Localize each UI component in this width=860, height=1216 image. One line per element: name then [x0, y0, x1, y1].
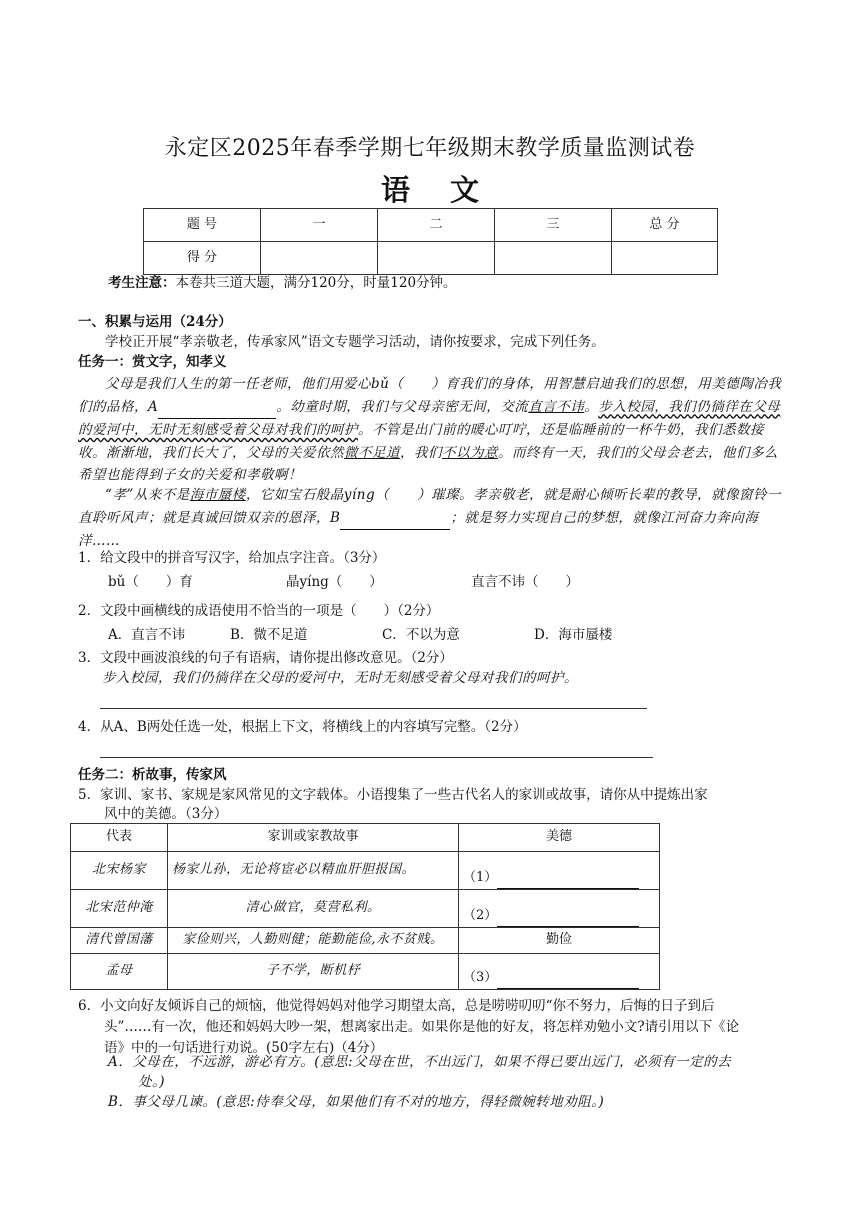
table5-who: 北宋杨家 [71, 852, 168, 890]
family-virtue-table [70, 823, 660, 990]
question-2: 2．文段中画横线的成语使用不恰当的一项是（ ）（2分） [78, 603, 440, 619]
idiom-buyiweiyi: 不以为意 [442, 444, 498, 461]
notice-label: 考生注意： [108, 275, 176, 291]
q6-option-a-line1: A．父母在，不远游，游必有方。(意思:父母在世，不出远门，如果不得已要出远门，必须有一定的去 [108, 1054, 732, 1070]
table5-story: 子不学，断机杼 [168, 954, 459, 990]
q2-options [108, 625, 708, 646]
table5-header: 美德 [459, 824, 660, 852]
table5-story: 清心做官，莫营私利。 [168, 890, 459, 928]
table-row [71, 954, 660, 990]
passage2-text: ；就是努力实现自己的梦想，就像江河奋力奔向海洋…… [78, 509, 759, 549]
exam-title: 永定区2025年春季学期七年级期末教学质量监测试卷 [164, 136, 696, 161]
q3-sentence: 步入校园，我们仍徜徉在父母的爱河中，无时无刻感受着父母对我们的呵护。 [102, 670, 578, 686]
score-header-cell: 二 [378, 209, 495, 242]
table5-header-row [71, 824, 660, 852]
table-row [71, 890, 660, 928]
passage1-text: 。幼童时期，我们与父母亲密无间，交流 [276, 398, 529, 415]
table5-virtue-label: （1） [463, 869, 498, 885]
score-table-header-row [144, 209, 718, 242]
virtue-answer-3[interactable] [497, 968, 639, 989]
score-header-cell: 一 [261, 209, 378, 242]
task1-heading: 任务一：赏文字，知孝义 [78, 354, 227, 370]
q1-item[interactable]: 晶yíng（ ） [286, 574, 383, 590]
question-4: 4．从A、B两处任选一处，根据上下文，将横线上的内容填写完整。（2分） [78, 719, 527, 735]
virtue-answer-2[interactable] [497, 906, 639, 927]
virtue-answer-1[interactable] [497, 868, 639, 889]
score-cell[interactable] [378, 242, 495, 275]
q1-item[interactable]: bǔ（ ）育 [108, 574, 193, 590]
q6-option-b: B．事父母几谏。(意思:侍奉父母，如果他们有不对的地方，得轻微婉转地劝阻。) [108, 1094, 605, 1110]
passage2-text: ，它如宝石般晶yíng（ ）璀璨。孝亲敬老，就是耐心倾听长辈的教导，就像窗铃一直聆听风声；就是真诚回馈双亲的恩泽，B [78, 487, 782, 526]
table5-virtue-label: （3） [463, 969, 498, 985]
exam-notice [108, 273, 788, 294]
table5-story: 家俭则兴，人勤则健；能勤能俭,永不贫贱。 [168, 928, 459, 954]
subject-title: 语文 [380, 173, 519, 207]
table5-who: 北宋范仲淹 [71, 890, 168, 928]
table5-header: 代表 [71, 824, 168, 852]
question-1: 1．给文段中的拼音写汉字，给加点字注音。（3分） [78, 550, 386, 566]
notice-text: 本卷共三道大题，满分120分，时量120分钟。 [175, 275, 457, 291]
table-row [71, 852, 660, 890]
table5-who: 孟母 [71, 954, 168, 990]
passage1-text: 父母是我们人生的第一任老师，他们用爱心bǔ（ ）育我们的身体，用智慧启迪我们的思想，用美德陶冶我们的品格，A [78, 376, 782, 415]
score-table [143, 208, 718, 275]
table5-header: 家训或家教故事 [168, 824, 459, 852]
q6-option-a-line2: 处。) [138, 1074, 166, 1090]
score-cell[interactable] [261, 242, 378, 275]
score-header-cell: 总 分 [612, 209, 718, 242]
table5-virtue-cell [459, 954, 660, 990]
q1-items [108, 572, 708, 593]
passage1-text: 。 [584, 398, 599, 415]
section1-intro: 学校正开展“孝亲敬老，传承家风”语文专题学习活动，请你按要求，完成下列任务。 [105, 334, 605, 350]
q3-answer-line[interactable] [100, 708, 647, 709]
question-5-line2: 风中的美德。（3分） [104, 806, 228, 822]
passage2-text: “孝”从来不是 [105, 487, 190, 503]
score-cell[interactable] [612, 242, 718, 275]
score-header-cell: 三 [495, 209, 612, 242]
score-row-label: 得 分 [144, 242, 261, 275]
score-table-score-row [144, 242, 718, 275]
wavy-sentence: 步入校园，我们仍徜徉在父母的爱河中，无时无刻感受着父母对我们的呵护 [78, 398, 781, 438]
q2-option-a[interactable]: A．直言不讳 [108, 627, 186, 643]
passage1 [78, 373, 783, 487]
table5-story: 杨家儿孙，无论将宦必以精血肝胆报国。 [168, 852, 459, 890]
table5-virtue: 勤俭 [459, 928, 660, 954]
task2-heading: 任务二：析故事，传家风 [78, 767, 227, 783]
question-6-line2: 头”……有一次，他还和妈妈大吵一架，想离家出走。如果你是他的好友，将怎样劝勉小文?请引用以下《论 [104, 1019, 740, 1035]
passage1-text: 。不管是出门前的暖心叮咛，还是临睡前的一杯牛奶，我们悉数接收。渐渐地，我们长大了，父母的关爱依然 [78, 422, 764, 461]
idiom-haishishenlou: 海市蜃楼 [189, 487, 246, 503]
table5-virtue-cell [459, 852, 660, 890]
q1-item[interactable]: 直言不讳（ ） [471, 574, 579, 590]
q2-option-c[interactable]: C．不以为意 [382, 627, 460, 643]
question-6-line1: 6．小文向好友倾诉自己的烦恼，他觉得妈妈对他学习期望太高，总是唠唠叨叨“你不努力，后悔的日子到后 [78, 998, 715, 1014]
blank-b[interactable] [340, 507, 450, 531]
table5-virtue-label: （2） [463, 907, 498, 923]
q4-answer-line[interactable] [100, 757, 653, 758]
score-cell[interactable] [495, 242, 612, 275]
passage1-text: 。而终有一天，我们的父母会老去，他们多么希望也能得到子女的关爱和孝敬啊！ [78, 444, 778, 483]
table-row [71, 928, 660, 954]
q2-option-b[interactable]: B．微不足道 [230, 627, 308, 643]
question-6-line3: 语》中的一句话进行劝说。(50字左右)（4分） [104, 1040, 384, 1056]
table5-virtue-cell [459, 890, 660, 928]
blank-a[interactable] [158, 396, 276, 420]
idiom-zhiyanbuhui: 直言不讳 [528, 398, 585, 415]
idiom-weibuzudao: 微不足道 [344, 444, 400, 461]
question-5-line1: 5．家训、家书、家规是家风常见的文字载体。小语搜集了一些古代名人的家训或故事，请你从中提炼出家 [78, 787, 708, 803]
passage1-text: ，我们 [400, 444, 442, 461]
passage2 [78, 484, 783, 553]
score-header-cell: 题 号 [144, 209, 261, 242]
table5-who: 清代曾国藩 [71, 928, 168, 954]
section1-heading: 一、积累与运用（24分） [78, 314, 232, 330]
question-3: 3．文段中画波浪线的句子有语病，请你提出修改意见。（2分） [78, 650, 453, 666]
q2-option-d[interactable]: D．海市蜃楼 [534, 627, 613, 643]
